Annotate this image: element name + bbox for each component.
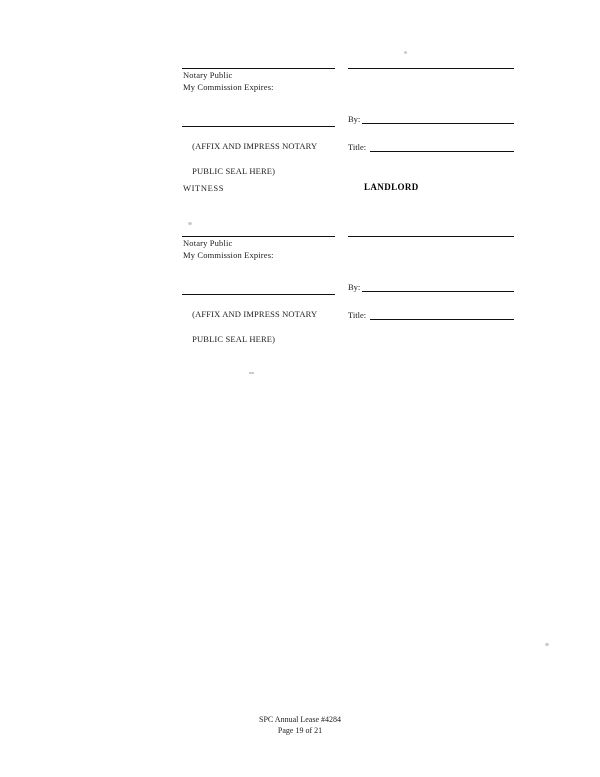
by-rule-1	[362, 123, 514, 124]
notary-seal-instruction-2-line1: (AFFIX AND IMPRESS NOTARY	[192, 309, 318, 320]
signature-rule-top-right	[348, 68, 514, 69]
notary-public-label-1: Notary Public	[183, 70, 233, 80]
scan-artifact-4	[545, 643, 549, 646]
footer-page-number: Page 19 of 21	[277, 726, 323, 736]
signature-rule-notary-1	[182, 68, 335, 69]
by-rule-2	[362, 291, 514, 292]
footer-document-id: SPC Annual Lease #4284	[259, 715, 341, 724]
notary-seal-instruction-1-line2: PUBLIC SEAL HERE)	[192, 165, 276, 176]
scan-artifact-3	[249, 372, 254, 374]
title-label-1: Title:	[348, 142, 367, 152]
title-rule-1	[370, 151, 514, 152]
signature-rule-seal-2	[182, 294, 335, 295]
scan-artifact-2	[188, 222, 192, 225]
title-rule-2	[370, 319, 514, 320]
notary-seal-instruction-2	[183, 296, 317, 358]
commission-expires-label-1: My Commission Expires:	[183, 82, 274, 92]
by-label-1: By:	[348, 114, 361, 124]
commission-expires-label-2: My Commission Expires:	[183, 250, 274, 260]
notary-seal-instruction-2-line2: PUBLIC SEAL HERE)	[192, 333, 276, 344]
by-label-2: By:	[348, 282, 361, 292]
notary-public-label-2: Notary Public	[183, 238, 233, 248]
page-footer	[0, 714, 600, 736]
signature-rule-seal-1	[182, 126, 335, 127]
witness-heading: WITNESS	[183, 183, 225, 193]
landlord-heading: LANDLORD	[364, 182, 419, 192]
title-label-2: Title:	[348, 310, 367, 320]
notary-seal-instruction-1-line1: (AFFIX AND IMPRESS NOTARY	[192, 141, 318, 152]
signature-rule-mid-right	[348, 236, 514, 237]
notary-seal-instruction-1	[183, 128, 317, 190]
signature-rule-notary-2	[182, 236, 335, 237]
scan-artifact	[404, 51, 407, 54]
